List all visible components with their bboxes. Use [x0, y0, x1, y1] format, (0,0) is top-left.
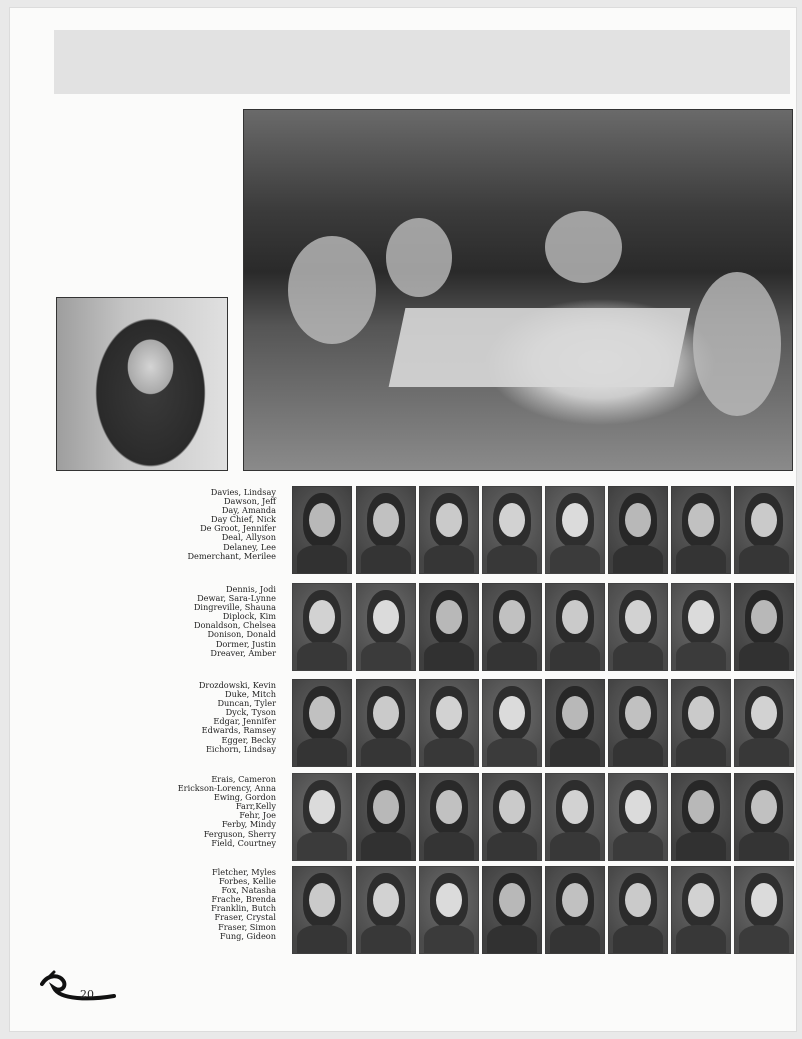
student-name: Fraser, Crystal — [214, 912, 276, 923]
student-name: Dyck, Tyson — [225, 707, 276, 718]
student-portrait — [608, 866, 668, 954]
student-portrait — [671, 583, 731, 671]
student-name: Demerchant, Merilee — [187, 550, 276, 561]
student-portrait — [356, 486, 416, 574]
page-number: 20 — [80, 988, 94, 1001]
student-portrait — [545, 866, 605, 954]
student-portrait — [734, 486, 794, 574]
student-portrait — [545, 679, 605, 767]
student-portrait — [608, 773, 668, 861]
student-name: Diplock, Kim — [222, 611, 276, 622]
student-portrait — [292, 866, 352, 954]
student-portrait — [734, 866, 794, 954]
student-portrait — [356, 866, 416, 954]
student-name: Forbes, Kellie — [218, 876, 276, 887]
roster-row — [10, 486, 796, 572]
student-name: Davies, Lindsay — [210, 487, 276, 497]
student-name: Edgar, Jennifer — [213, 716, 276, 727]
student-name: Fletcher, Myles — [211, 867, 276, 877]
student-name: Duke, Mitch — [225, 689, 276, 700]
roster-row — [10, 866, 796, 952]
student-portrait — [608, 679, 668, 767]
student-portrait — [292, 583, 352, 671]
header-band — [54, 30, 790, 94]
student-portrait — [671, 486, 731, 574]
student-name: Dennis, Jodi — [225, 584, 276, 594]
student-name: Egger, Becky — [221, 734, 276, 745]
cafeteria-group-photo — [243, 109, 793, 471]
student-portrait — [482, 583, 542, 671]
student-portrait — [292, 773, 352, 861]
student-portrait — [671, 773, 731, 861]
student-name: Farr,Kelly — [235, 801, 276, 812]
student-portrait — [292, 486, 352, 574]
student-portrait — [482, 773, 542, 861]
student-portrait — [356, 583, 416, 671]
student-name: Ferby, Mindy — [221, 819, 276, 830]
student-portrait — [734, 679, 794, 767]
student-name: Deal, Allyson — [221, 532, 276, 543]
candid-portrait-photo — [56, 297, 228, 471]
roster-names — [160, 488, 276, 561]
student-portrait — [671, 679, 731, 767]
student-name: Franklin, Butch — [211, 903, 276, 914]
student-name: Donaldson, Chelsea — [193, 620, 276, 631]
student-name: Day Chief, Nick — [211, 514, 276, 525]
student-portrait — [419, 679, 479, 767]
roster-row — [10, 679, 796, 765]
roster-names — [160, 585, 276, 658]
student-name: Duncan, Tyler — [217, 698, 276, 709]
student-name: Dawson, Jeff — [223, 496, 276, 507]
student-portrait — [482, 679, 542, 767]
student-portrait — [419, 486, 479, 574]
student-name: Eichorn, Lindsay — [205, 743, 276, 754]
roster-names — [160, 868, 276, 941]
student-portrait — [545, 583, 605, 671]
student-name: Ferguson, Sherry — [203, 828, 276, 839]
student-name: Erais, Cameron — [211, 774, 276, 784]
student-portrait — [356, 679, 416, 767]
student-name: Drozdowski, Kevin — [198, 680, 276, 690]
student-name: Fox, Natasha — [221, 885, 276, 896]
student-portrait — [356, 773, 416, 861]
student-name: Dingreville, Shauna — [193, 602, 276, 613]
student-name: Dewar, Sara-Lynne — [197, 593, 276, 604]
student-portrait — [419, 866, 479, 954]
student-portrait — [608, 583, 668, 671]
student-name: Fehr, Joe — [239, 810, 276, 821]
student-portrait — [482, 486, 542, 574]
student-portrait — [545, 773, 605, 861]
roster-row — [10, 773, 796, 859]
student-name: Fung, Gideon — [219, 930, 276, 941]
roster-row — [10, 583, 796, 669]
student-name: De Groot, Jennifer — [200, 523, 276, 534]
student-name: Frache, Brenda — [211, 894, 276, 905]
student-portrait — [734, 773, 794, 861]
student-portrait — [671, 866, 731, 954]
student-name: Dormer, Justin — [215, 638, 276, 649]
student-portrait — [734, 583, 794, 671]
student-portrait — [419, 773, 479, 861]
student-name: Edwards, Ramsey — [201, 725, 276, 736]
student-name: Dreaver, Amber — [210, 647, 276, 658]
student-name: Donison, Donald — [207, 629, 276, 640]
student-portrait — [292, 679, 352, 767]
student-portrait — [545, 486, 605, 574]
roster-names — [160, 775, 276, 848]
student-name: Field, Courtney — [211, 837, 276, 848]
student-name: Fraser, Simon — [218, 921, 276, 932]
roster-names — [160, 681, 276, 754]
student-portrait — [419, 583, 479, 671]
student-name: Erickson-Lorency, Anna — [177, 783, 276, 794]
student-name: Delaney, Lee — [223, 541, 276, 552]
student-name: Day, Amanda — [221, 505, 276, 516]
student-portrait — [482, 866, 542, 954]
yearbook-page — [10, 8, 796, 1031]
student-portrait — [608, 486, 668, 574]
student-name: Ewing, Gordon — [213, 792, 276, 803]
